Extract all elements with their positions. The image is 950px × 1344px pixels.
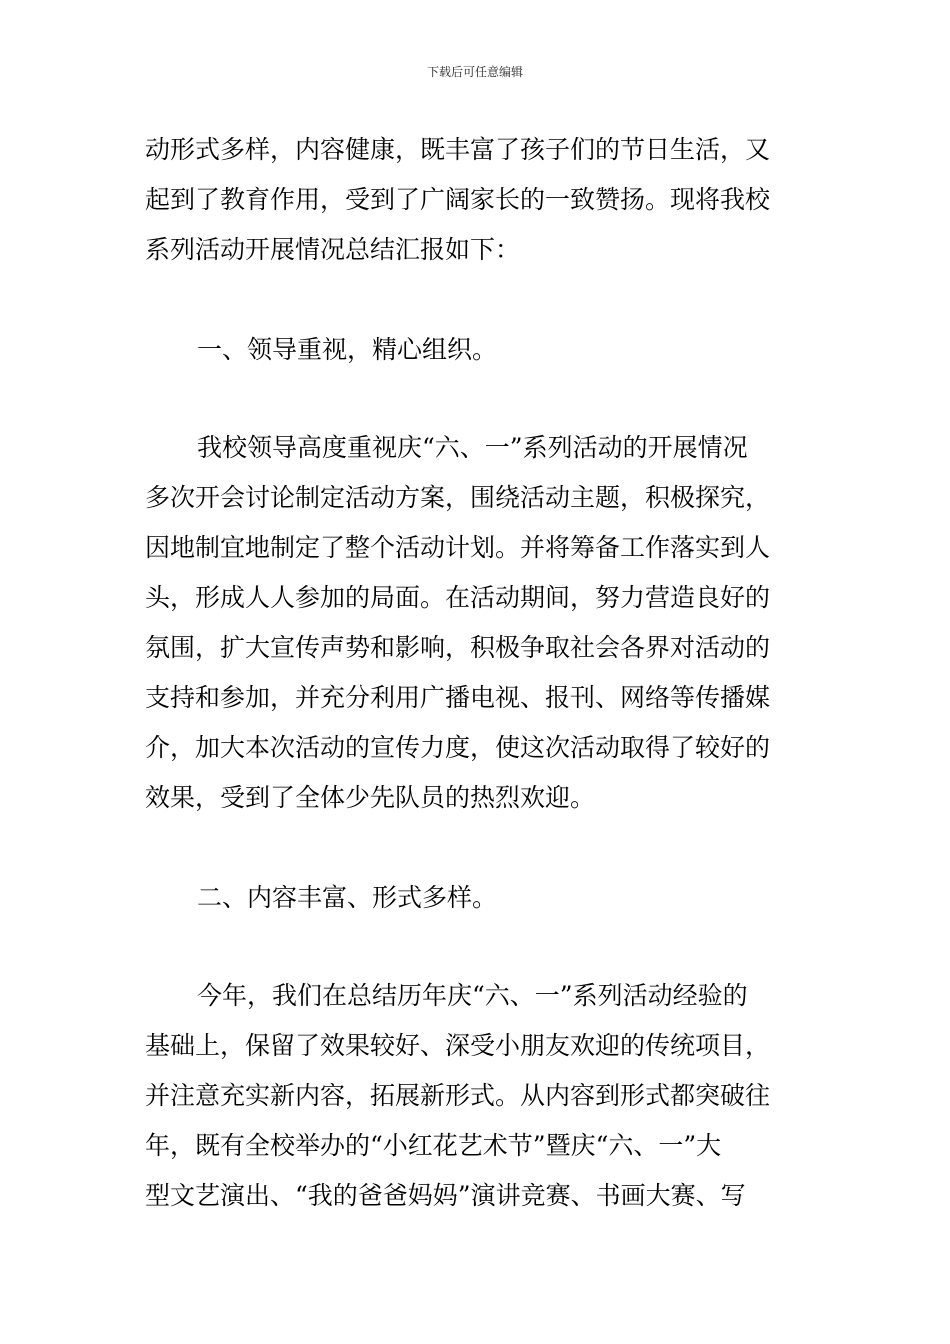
text-line: 并注意充实新内容，拓展新形式。从内容到形式都突破往 xyxy=(145,1081,771,1110)
text-line: 因地制宜地制定了整个活动计划。并将筹备工作落实到人 xyxy=(145,533,771,562)
text-line: 效果，受到了全体少先队员的热烈欢迎。 xyxy=(145,783,596,812)
text-line: 头，形成人人参加的局面。在活动期间，努力营造良好的 xyxy=(145,583,771,612)
text-line: 系列活动开展情况总结汇报如下： xyxy=(145,235,521,264)
section-heading-text: 二、内容丰富、形式多样。 xyxy=(197,883,498,912)
paragraph-leadership xyxy=(145,423,810,823)
text-line: 我校领导高度重视庆“六、一”系列活动的开展情况 xyxy=(197,433,748,462)
paragraph-intro-continued xyxy=(145,125,810,275)
paragraph-content xyxy=(145,971,810,1221)
section-heading-2 xyxy=(145,873,810,923)
text-line: 今年，我们在总结历年庆“六、一”系列活动经验的 xyxy=(197,981,748,1010)
page-header: 下载后可任意编辑 xyxy=(426,65,523,79)
text-line: 型文艺演出、“我的爸爸妈妈”演讲竞赛、书画大赛、写 xyxy=(145,1181,746,1210)
text-line: 基础上，保留了效果较好、深受小朋友欢迎的传统项目， xyxy=(145,1031,771,1060)
text-line: 动形式多样，内容健康，既丰富了孩子们的节日生活，又 xyxy=(145,135,771,164)
section-heading-text: 一、领导重视，精心组织。 xyxy=(197,335,498,364)
text-line: 起到了教育作用，受到了广阔家长的一致赞扬。现将我校 xyxy=(145,185,771,214)
text-line: 介，加大本次活动的宣传力度，使这次活动取得了较好的 xyxy=(145,733,771,762)
text-line: 支持和参加，并充分利用广播电视、报刊、网络等传播媒 xyxy=(145,683,771,712)
text-line: 年，既有全校举办的“小红花艺术节”暨庆“六、一”大 xyxy=(145,1131,722,1160)
text-line: 氛围，扩大宣传声势和影响，积极争取社会各界对活动的 xyxy=(145,633,771,662)
section-heading-1 xyxy=(145,325,810,375)
text-line: 多次开会讨论制定活动方案，围绕活动主题，积极探究， xyxy=(145,483,771,512)
